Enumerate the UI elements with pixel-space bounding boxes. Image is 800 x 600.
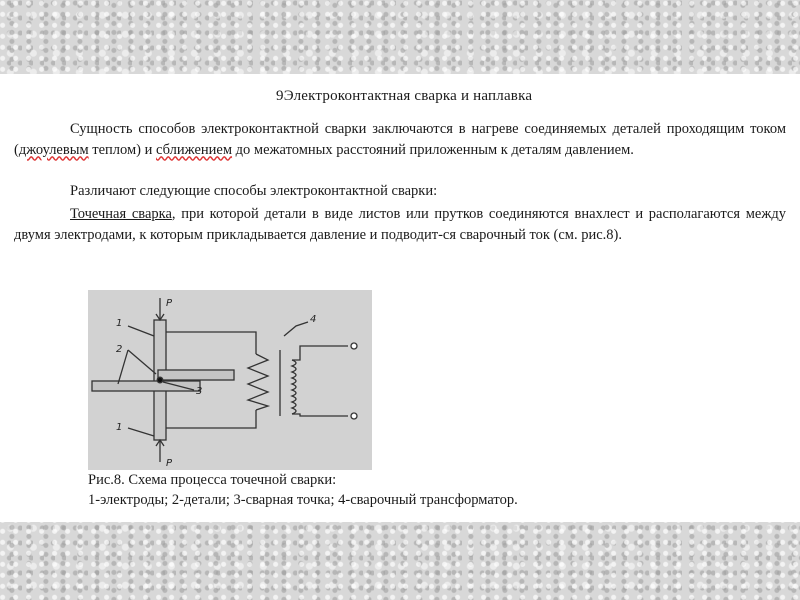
weld-point [157, 377, 163, 383]
spellcheck-word-1: джоулевым [18, 141, 89, 158]
lower-detail [92, 381, 200, 391]
circuit-wire-bottom [166, 410, 256, 428]
label-electrode-bottom: 1 [116, 422, 123, 433]
circuit-wire-top [166, 332, 256, 354]
leader-1-bottom [128, 428, 154, 436]
label-force-top: P [166, 298, 173, 309]
figure-caption-legend: 1-электроды; 2-детали; 3-сварная точка; 4-сварочный трансформатор. [88, 492, 518, 508]
secondary-coil [248, 354, 268, 410]
slide-title: 9Электроконтактная сварка и наплавка [276, 88, 533, 104]
label-detail: 2 [116, 344, 123, 355]
leader-2b [118, 350, 128, 384]
slide [0, 74, 800, 522]
leader-2a [128, 350, 156, 374]
primary-coil [292, 360, 296, 414]
terminal-bottom [351, 413, 357, 419]
spellcheck-word-2: сближением [156, 141, 233, 158]
paragraph-essence [14, 119, 786, 160]
primary-lead-bottom [292, 414, 348, 416]
spot-welding-term: Точечная сварка [70, 206, 172, 222]
paragraph-methods: Различают следующие способы электроконтактной сварки: [70, 183, 438, 199]
paragraph-spot-welding [14, 204, 786, 245]
paragraph-essence-part3: до межатомных расстояний приложенным к деталям давлением. [232, 141, 634, 158]
upper-detail [158, 370, 234, 380]
leader-1-top [128, 326, 154, 336]
spot-welding-description: , при которой детали в виде листов или прутков соединяются внахлест и располагаются между двумя электродами, к которым прикладывается давление и подводит-ся сварочный ток (см. рис.8). [14, 206, 786, 243]
diagram-svg [88, 290, 372, 470]
label-transformer: 4 [310, 314, 317, 325]
paragraph-essence-part2: теплом) и [88, 141, 157, 158]
label-force-bottom: P [166, 458, 173, 469]
paragraph-essence-part1: Сущность способов электроконтактной сварки заключаются в нагреве соединяемых деталей проходящим током ( [14, 121, 786, 158]
primary-lead-top [292, 346, 348, 360]
leader-4 [284, 322, 308, 336]
figure-caption-title: Рис.8. Схема процесса точечной сварки: [88, 472, 337, 488]
label-electrode-top: 1 [116, 318, 123, 329]
terminal-top [351, 343, 357, 349]
spot-welding-diagram [88, 290, 372, 470]
label-weld-point: 3 [196, 386, 203, 397]
